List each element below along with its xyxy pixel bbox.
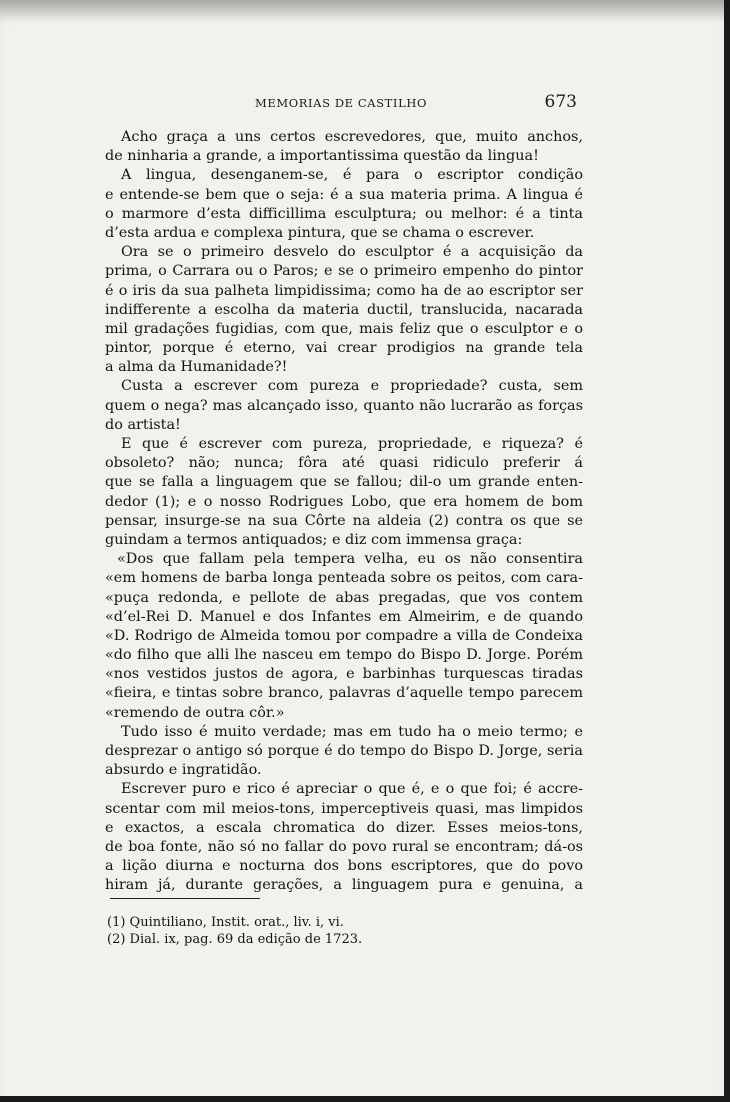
text-line: a alma da Humanidade?!	[105, 359, 288, 376]
quote-line: «em homens de barba longa penteada sobre os peitos, com cara-	[105, 570, 583, 587]
quote-line: «do filho que alli lhe nasceu em tempo do Bispo D. Jorge. Porém	[105, 647, 583, 664]
text-line: absurdo e ingratidão.	[105, 762, 262, 779]
text-line: do artista!	[105, 416, 181, 433]
text-line: Acho graça a uns certos escrevedores, que, muito anchos,	[121, 129, 583, 145]
footnotes	[107, 914, 362, 948]
page-edge-shadow	[0, 0, 724, 22]
text-line: hiram já, durante gerações, a linguagem pura e genuina, a	[105, 877, 583, 894]
body-text	[105, 128, 583, 896]
text-line: dedor (1); e o nosso Rodrigues Lobo, que era homem de bom	[105, 493, 583, 510]
text-line: E que é escrever com pureza, propriedade, e riqueza? é	[121, 436, 583, 452]
page-header	[105, 92, 577, 114]
quote-line: «Dos que fallam pela tempera velha, eu os não consentira	[117, 551, 583, 568]
page-number: 673	[544, 92, 577, 112]
text-line: Escrever puro e rico é apreciar o que é, e o que foi; é accre-	[121, 781, 583, 798]
text-line: pintor, porque é eterno, vai crear prodigios na grande tela	[105, 340, 583, 357]
text-line: scentar com mil meios-tons, imperceptiveis quasi, mas limpidos	[105, 800, 583, 817]
text-line: A lingua, desenganem-se, é para o escriptor condição	[121, 167, 583, 184]
footnote-1: (1) Quintiliano, Instit. orat., liv. i, vi.	[107, 915, 344, 930]
text-line: e exactos, a escala chromatica do dizer. Esses meios-tons,	[105, 819, 583, 836]
text-line: prima, o Carrara ou o Paros; e se o primeiro empenho do pintor	[105, 263, 583, 280]
text-line: mil gradações fugidias, com que, mais feliz que o esculptor e o	[105, 320, 583, 337]
text-line: de ninharia a grande, a importantissima questão da lingua!	[105, 148, 539, 165]
text-line: de boa fonte, não só no fallar do povo rural se encontram; dá-os	[105, 838, 583, 855]
quote-line: «fieira, e tintas sobre branco, palavras d’aquelle tempo parecem	[105, 685, 583, 702]
text-line: Tudo isso é muito verdade; mas em tudo ha o meio termo; e	[121, 723, 583, 740]
text-line: Ora se o primeiro desvelo do esculptor é a acquisição da	[121, 244, 583, 261]
text-line: que se falla a linguagem que se fallou; dil-o um grande enten-	[105, 474, 583, 491]
text-line: quem o nega? mas alcançado isso, quanto não lucrarão as forças	[105, 397, 583, 414]
quote-line: «remendo de outra côr.»	[105, 704, 285, 721]
text-line: pensar, insurge-se na sua Côrte na aldeia (2) contra os que se	[105, 512, 583, 529]
quote-line: «D. Rodrigo de Almeida tomou por compadre a villa de Condeixa	[105, 627, 583, 644]
running-title: MEMORIAS DE CASTILHO	[255, 96, 427, 110]
text-line: é o iris da sua palheta limpidissima; como ha de ao escriptor ser	[105, 282, 583, 299]
footnote-rule	[110, 898, 260, 899]
quote-line: «nos vestidos justos de agora, e barbinhas turquescas tiradas	[105, 666, 583, 683]
quote-line: «d’el-Rei D. Manuel e dos Infantes em Almeirim, e de quando	[105, 608, 583, 625]
text-line: o marmore d’esta difficillima esculptura; ou melhor: é a tinta	[105, 205, 583, 222]
text-line: d’esta ardua e complexa pintura, que se chama o escrever.	[105, 224, 535, 241]
text-line: a lição diurna e nocturna dos bons escriptores, que do povo	[105, 858, 583, 875]
text-line: e entende-se bem que o seja: é a sua materia prima. A lingua é	[105, 186, 583, 203]
text-line: desprezar o antigo só porque é do tempo do Bispo D. Jorge, seria	[105, 743, 583, 759]
text-line: obsoleto? não; nunca; fôra até quasi ridiculo preferir á	[105, 455, 583, 472]
text-line: indifferente a escolha da materia ductil, translucida, nacarada	[105, 301, 583, 318]
quote-line: «puça redonda, e pellote de abas pregadas, que vos contem	[105, 589, 583, 606]
text-line: guindam a termos antiquados; e diz com immensa graça:	[105, 531, 523, 548]
footnote-2: (2) Dial. ix, pag. 69 da edição de 1723.	[107, 932, 363, 947]
text-line: Custa a escrever com pureza e propriedade? custa, sem	[121, 378, 583, 395]
